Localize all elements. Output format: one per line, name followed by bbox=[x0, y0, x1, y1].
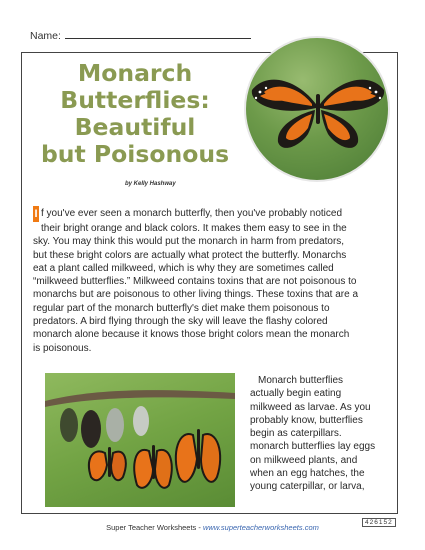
paragraph-larvae bbox=[250, 374, 395, 494]
text-line bbox=[33, 206, 393, 222]
paragraph-intro bbox=[33, 206, 393, 355]
name-blank-line[interactable] bbox=[65, 29, 251, 39]
text-line: begin as caterpillars. bbox=[250, 428, 342, 440]
text-line: young caterpillar, or larva, bbox=[250, 481, 365, 493]
text-line: eat a plant called milkweed, which is why they are sometimes called bbox=[33, 262, 334, 274]
name-field[interactable] bbox=[30, 29, 251, 42]
worksheet-code: 426152 bbox=[362, 518, 396, 527]
text-line: actually begin eating bbox=[250, 388, 342, 400]
text-line: but these bright colors are actually what protect the butterfly. Monarchs bbox=[33, 249, 347, 261]
text-line: probably know, butterflies bbox=[250, 414, 363, 426]
name-label: Name: bbox=[30, 30, 61, 42]
byline: by Kelly Hashway bbox=[125, 181, 176, 187]
text-line: their bright orange and black colors. It makes them easy to see in the bbox=[41, 223, 347, 234]
text-line: on milkweed plants, and bbox=[250, 454, 358, 466]
text-line: milkweed as larvae. As you bbox=[250, 401, 371, 413]
text-line: when an egg hatches, the bbox=[250, 468, 365, 480]
text-line: sky. You may think this would put the monarch in harm from predators, bbox=[33, 236, 345, 248]
text-line: is poisonous. bbox=[33, 342, 92, 354]
chrysalis-emergence-photo bbox=[45, 373, 235, 507]
title-line: but Poisonous bbox=[40, 140, 230, 168]
title-line: Butterflies: bbox=[60, 86, 210, 114]
text-line-content: f you've ever seen a monarch butterfly, then you've probably noticed bbox=[41, 208, 343, 219]
title-line: Beautiful bbox=[74, 113, 196, 141]
chrysalis-illustration bbox=[45, 373, 235, 507]
text-line: predators. A bird flying through the sky will leave the flashy colored bbox=[33, 316, 328, 328]
drop-cap: I bbox=[34, 208, 38, 220]
text-line: “milkweed butterflies.” Milkweed contains toxins that are not poisonous to bbox=[33, 276, 357, 288]
title-line: Monarch bbox=[77, 59, 193, 87]
text-line: monarch alone because it knows those bright colors mean the monarch bbox=[33, 329, 350, 341]
text-line: monarch butterflies lay eggs bbox=[250, 441, 376, 453]
text-line: regular part of the monarch butterfly's diet make them poisonous to bbox=[33, 302, 330, 314]
text-line: monarchs but are poisonous to other living things. These toxins that are a bbox=[33, 289, 359, 301]
butterfly-illustration bbox=[246, 38, 388, 180]
text-line: Monarch butterflies bbox=[258, 375, 344, 386]
worksheet-title bbox=[30, 60, 240, 168]
monarch-butterfly-photo bbox=[244, 36, 390, 182]
footer-text: Super Teacher Worksheets - bbox=[106, 523, 203, 532]
footer-link[interactable]: www.superteacherworksheets.com bbox=[202, 523, 319, 532]
